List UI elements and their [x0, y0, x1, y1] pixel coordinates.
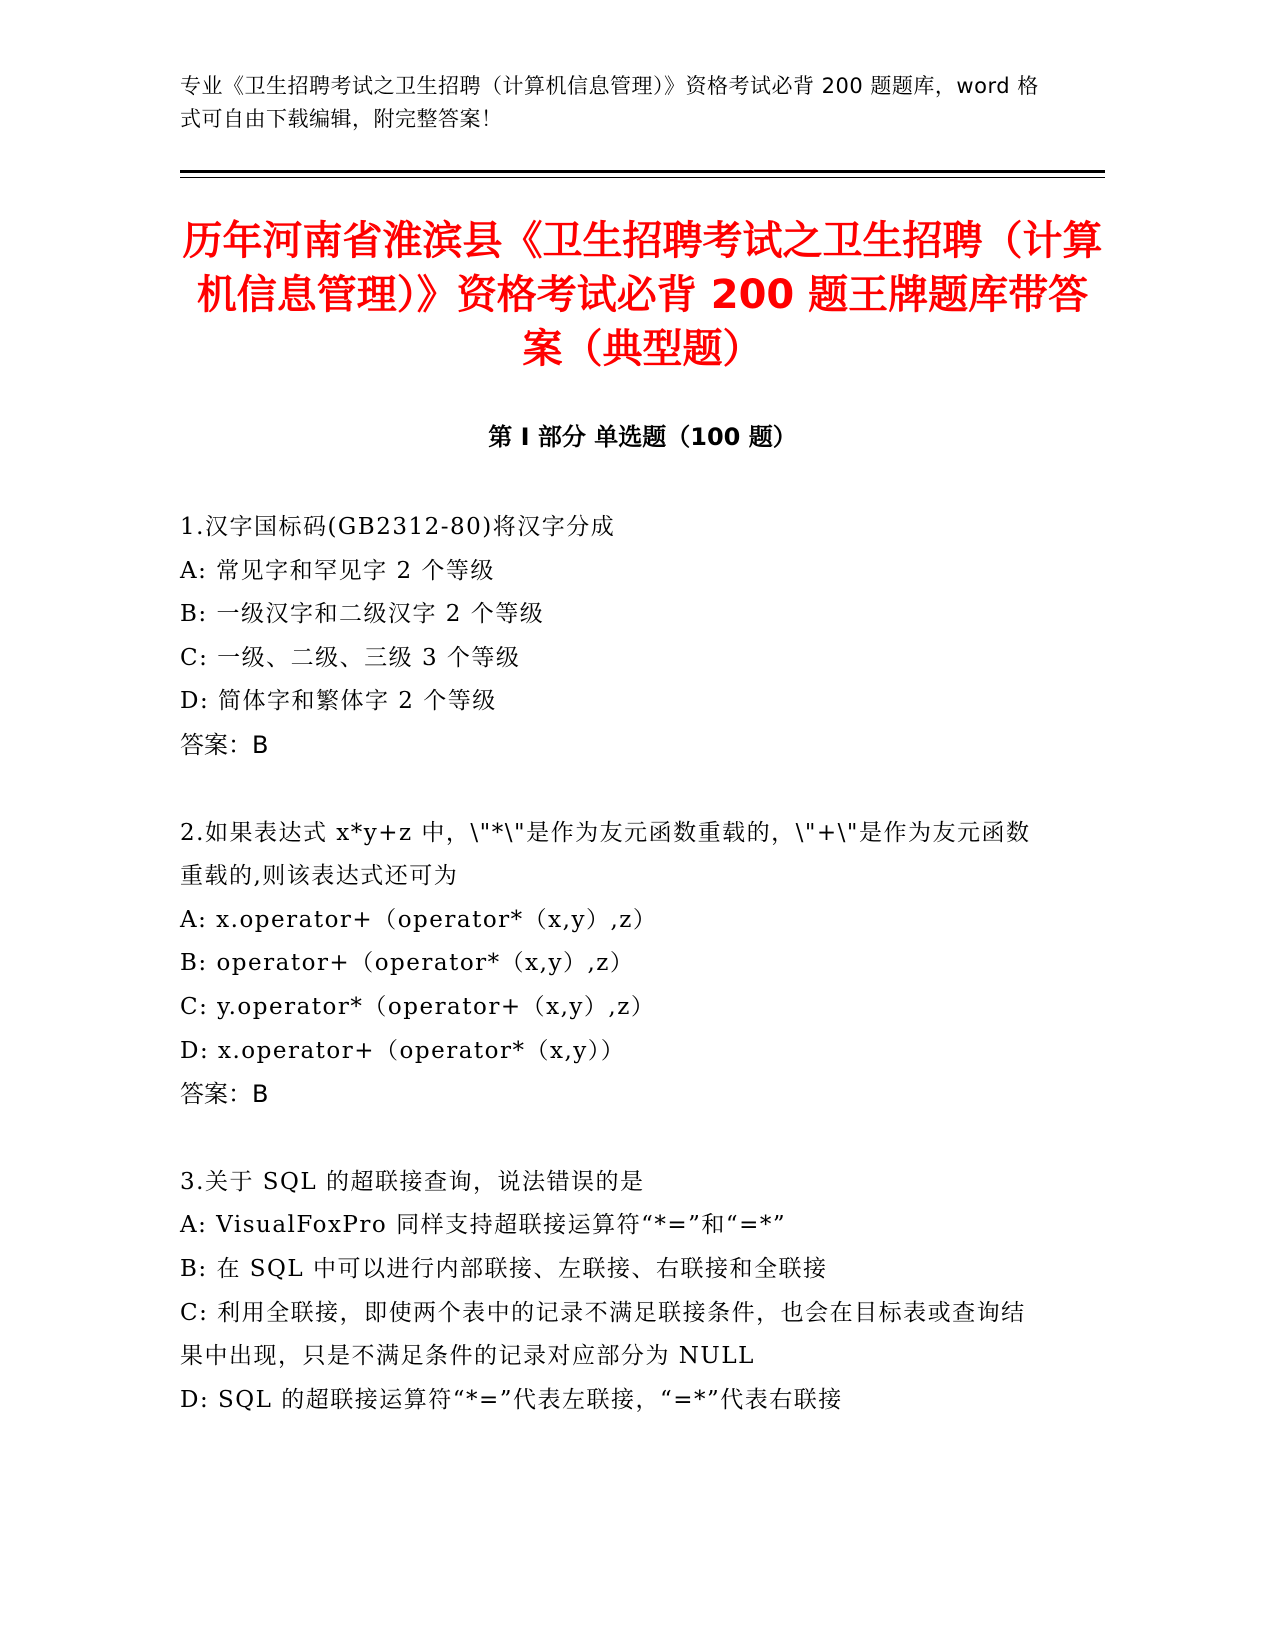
question-stem: 1.汉字国标码(GB2312-80)将汉字分成 [180, 514, 616, 540]
section-heading: 第 I 部分 单选题（100 题） [488, 423, 797, 451]
option-d: D: x.operator+（operator*（x,y）） [180, 1037, 626, 1064]
option-d: D: 简体字和繁体字 2 个等级 [180, 688, 497, 715]
header-divider-thin [180, 177, 1105, 178]
question-2 [180, 812, 1040, 1117]
option-a: A: VisualFoxPro 同样支持超联接运算符“*=”和“=*” [180, 1212, 787, 1239]
question-stem: 3.关于 SQL 的超联接查询，说法错误的是 [180, 1168, 645, 1195]
option-c: C: 利用全联接，即使两个表中的记录不满足联接条件，也会在目标表或查询结果中出现，只是不满足条件的记录对应部分为 NULL [180, 1299, 1026, 1370]
question-3 [180, 1161, 1040, 1423]
header-note: 专业《卫生招聘考试之卫生招聘（计算机信息管理）》资格考试必背 200 题题库，word 格式可自由下载编辑，附完整答案！ [180, 74, 1039, 131]
answer-line: 答案：B [180, 1080, 269, 1109]
option-b: B: 在 SQL 中可以进行内部联接、左联接、右联接和全联接 [180, 1255, 828, 1282]
option-b: B: operator+（operator*（x,y）,z） [180, 950, 635, 977]
option-a: A: x.operator+（operator*（x,y）,z） [180, 906, 658, 933]
answer-line: 答案：B [180, 730, 269, 759]
question-1 [180, 506, 1040, 768]
question-list [180, 506, 1040, 1466]
option-d: D: SQL 的超联接运算符“*=”代表左联接，“=*”代表右联接 [180, 1386, 843, 1413]
header-divider-thick [180, 170, 1105, 173]
option-a: A: 常见字和罕见字 2 个等级 [180, 557, 495, 584]
option-b: B: 一级汉字和二级汉字 2 个等级 [180, 601, 545, 628]
question-stem: 2.如果表达式 x*y+z 中，\"*\"是作为友元函数重载的，\"+\"是作为友元函数重载的,则该表达式还可为 [180, 819, 1031, 890]
option-c: C: y.operator*（operator+（x,y）,z） [180, 993, 656, 1020]
option-c: C: 一级、二级、三级 3 个等级 [180, 644, 521, 671]
document-title: 历年河南省淮滨县《卫生招聘考试之卫生招聘（计算机信息管理）》资格考试必背 200 题王牌题库带答案（典型题） [182, 218, 1103, 372]
